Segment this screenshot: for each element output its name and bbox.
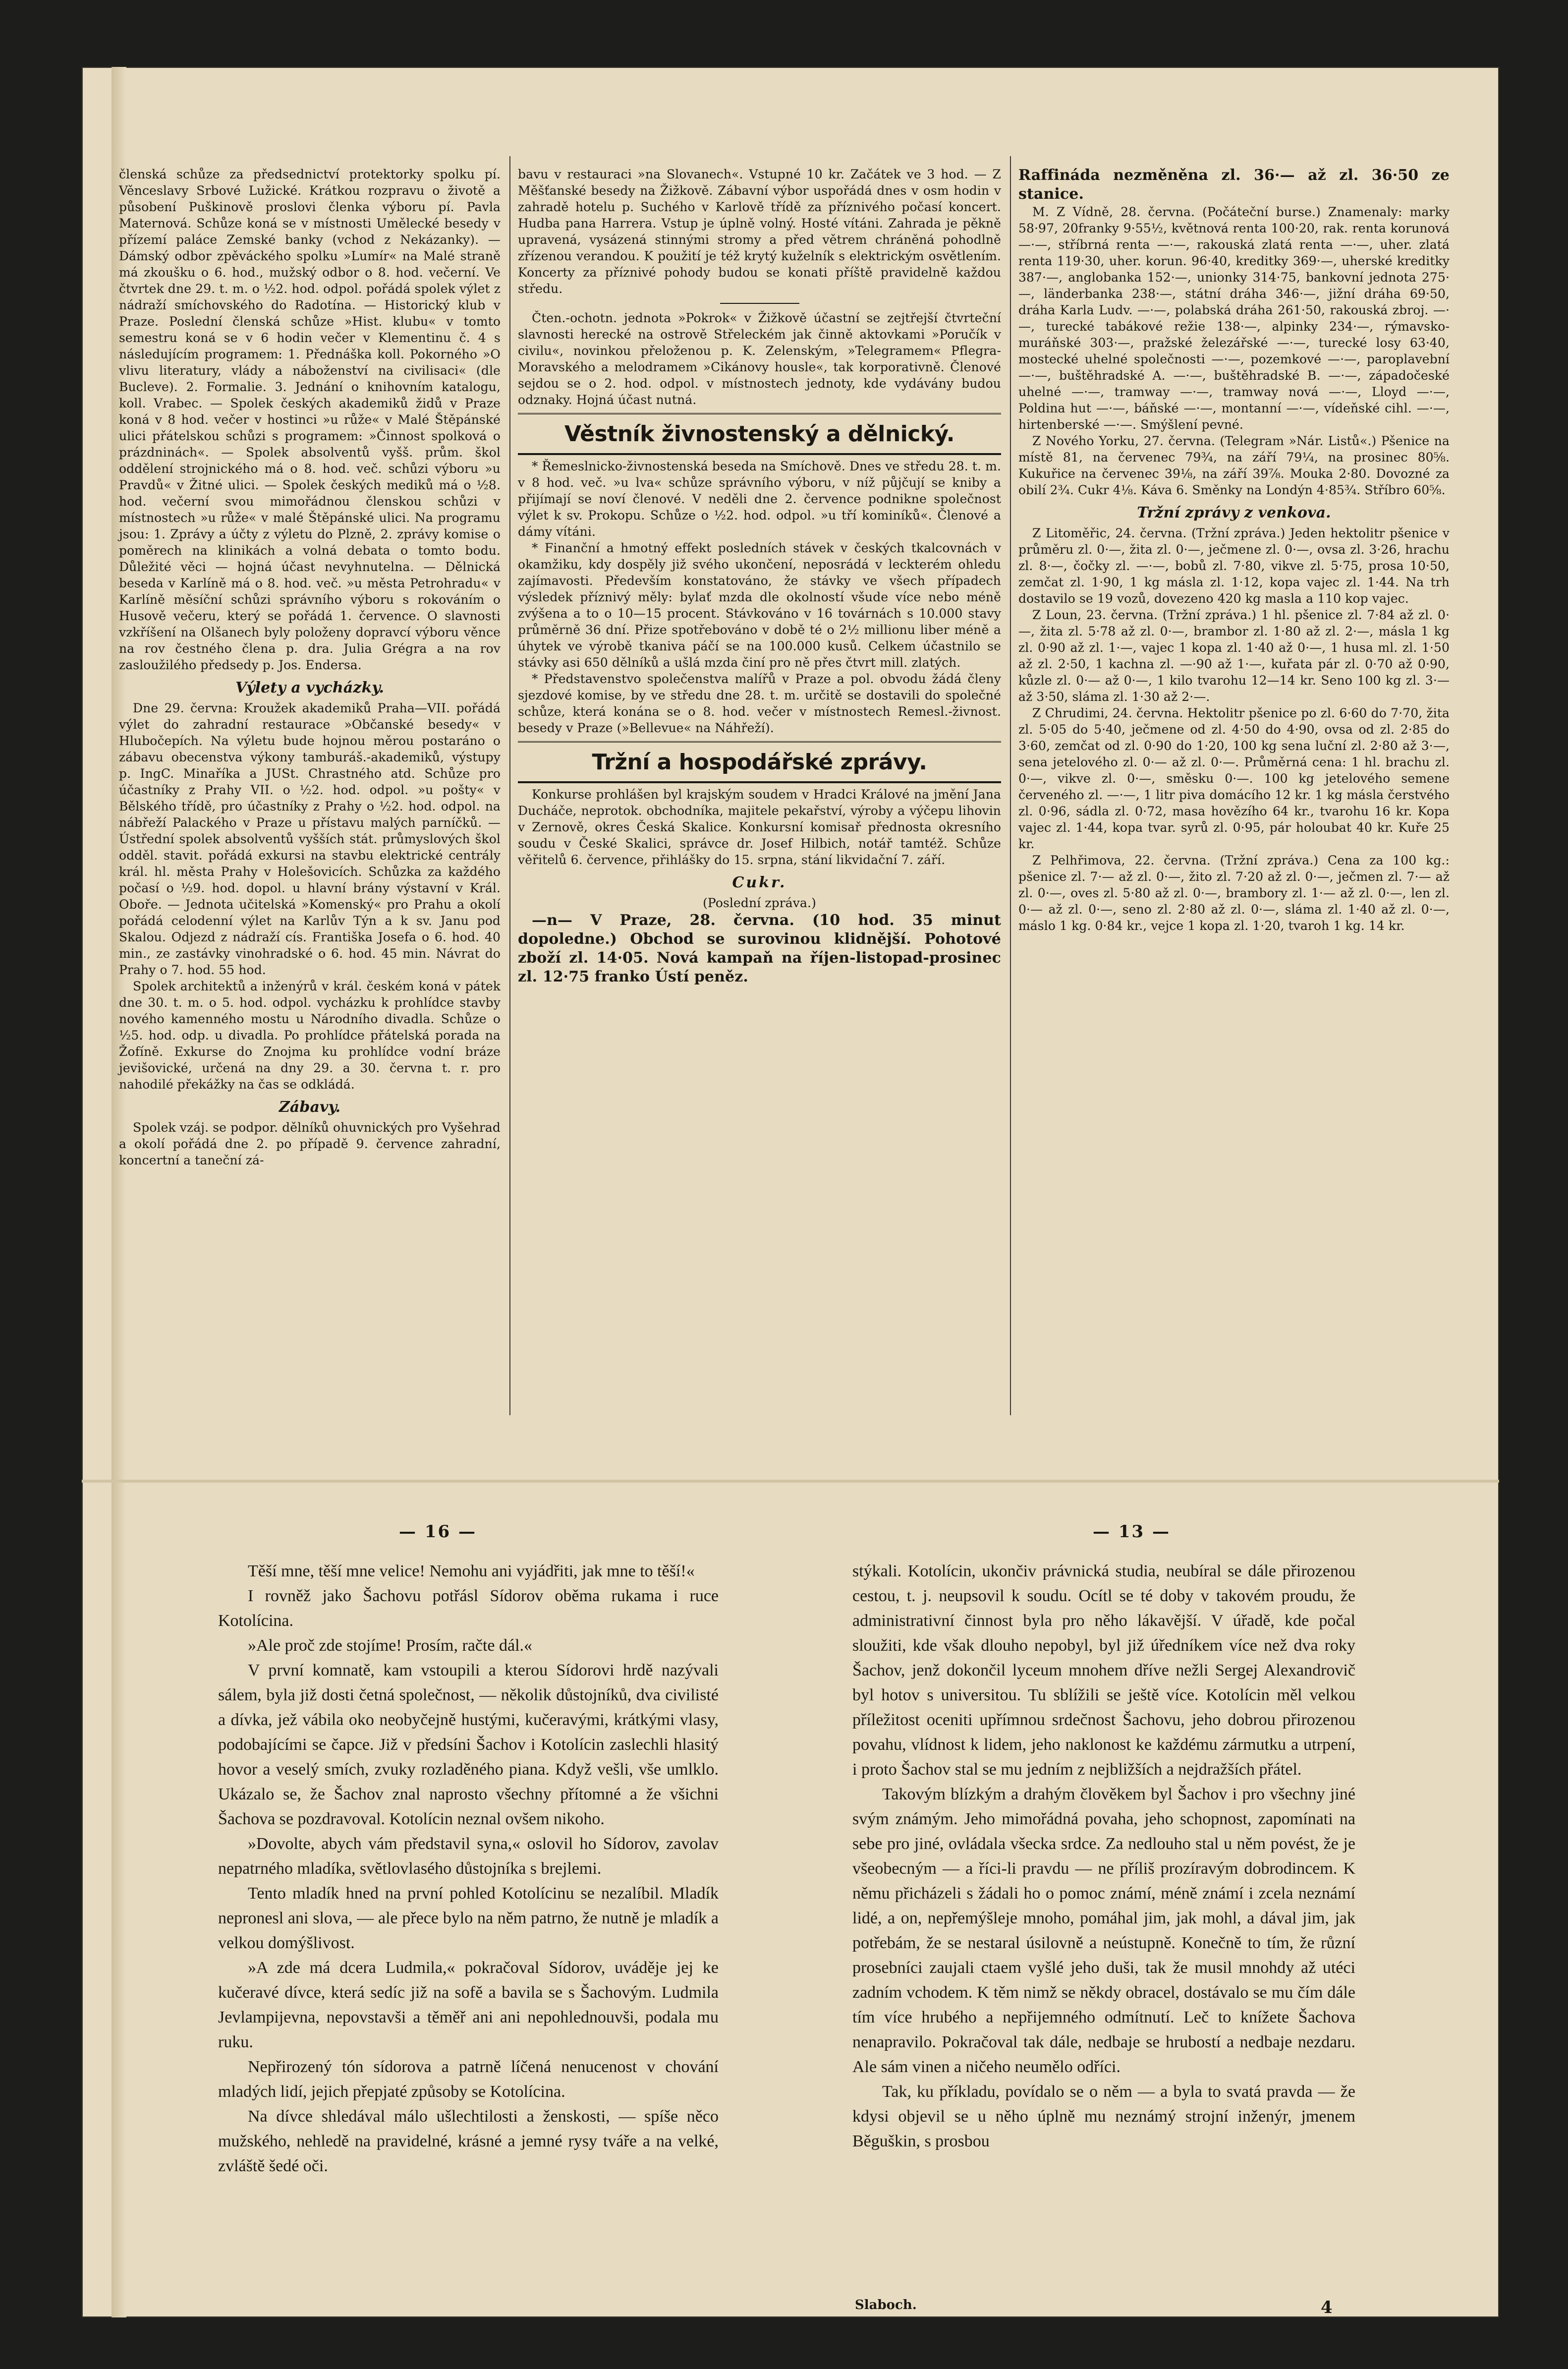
newspaper-sheet [82,67,1499,2317]
vienna-para: M. Z Vídně, 28. června. (Počáteční burse.) Znamenaly: marky 58·97, 20franky 9·55½, květnová renta 100·20, rak. renta korunová —·—, stříbrná renta —·—, rakouská zlatá renta —·—, uher. zlatá renta 119·30, uher. korun. 96·40, kreditky 369·—, uherské kreditky 387·—, anglobanka 152·—, unionky 314·75, bankovní jednota 275·—, länderbanka 238·—, státní dráha 346·—, jižní dráha 69·50, dráha Karla Ludv. —·—, polabská dráha 261·50, rakouská zbroj. —·—, turecké tabákové režie 138·—, alpinky 234·—, rýmavsko-muráňské 303·—, pražské železářské —·—, turecké losy 63·40, mostecké uhelné společnosti —·—, pozemkové —·—, paroplavební —·—, buštěhradské A. —·—, buštěhradské B. —·—, západočeské uhelné —·—, tramway —·—, tramway nová —·—, Lloyd —·—, Poldina hut —·—, báňské —·—, montanní —·—, vídeňské cihl. —·—, hirtenberské —·—. Smýšlení pevné. [1018,205,1450,432]
story-page-right [852,1559,1355,2154]
fun-heading: Zábavy. [279,1098,341,1116]
sugar-para: —n— V Praze, 28. června. (10 hod. 35 minut dopoledne.) Obchod se surovinou klidnější. Pohotové zboží zl. 14·05. Nová kampaň na říjen-listopad-prosinec zl. 12·75 franko Ústí peněz. [518,912,1001,985]
trades-para-3: * Představenstvo společenstva malířů v Praze a pol. obvodu žádá členy sjezdové komise, by ve středu dne 28. t. m. určitě se dostavili do společné schůze, která konána se o 8. hod. večer v místnostech Remesl.-živnost. besedy v Praze (»Bellevue« na Náhřeží). [518,672,1001,735]
column-2 [518,166,1001,986]
trades-para-1: * Řemeslnicko-živnostenská beseda na Smíchově. Dnes ve středu 28. t. m. v 8 hod. več. »u lva« schůze správního výboru, v níž půjčují se kniby a přijímají se noví členové. V neděli dne 2. července podniknе společnost výlet k sv. Prokopu. Schůze o ½2. hod. odpol. »u tří kominíků«. Členové a dámy vítáni. [518,459,1001,539]
separator-rule [720,303,799,304]
country-heading: Tržní zprávy z venkova. [1137,504,1331,521]
country-para-4: Z Pelhřimova, 22. června. (Tržní zpráva.) Cena za 100 kg.: pšenice zl. 7·— až zl. 0·—, žito zl. 7·20 až zl. 0·—, ječmen zl. 7·— až zl. 0·—, oves zl. 5·80 až zl. 0·—, brambory zl. 1·— až zl. 0·—, len zl. 0·— až zl. 0·—, seno zl. 2·80 až zl. 0·—, sláma zl. 1·40 až zl. 0·—, máslo 1 kg. 0·84 kr., vejce 1 kopa zl. 1·20, tvaroh 1 kg. 14 kr. [1018,853,1450,933]
raffinade-para: Raffináda nezměněna zl. 36·— až zl. 36·50 ze stanice. [1018,167,1450,203]
trips-heading: Výlety a vycházky. [235,679,385,696]
market-heading: Tržní a hospodářské zprávy. [518,748,1001,783]
trades-para-2: * Finanční a hmotný effekt posledních stávek v českých tkalcovnách v okamžiku, kdy dospěly již svého ukončení, neposrádá v leckterém ohledu zajímavosti. Především konstatováno, že stávky ve všech případech výsledek příznivý měly: bylať mzda dle okolností všude více nebo méně zvýšena a to o 10—15 procent. Stávkováno v 16 továrnách s 10.000 stavy průměrně 36 dní. Přize spotřebováno v době té o 2½ millionu liber méně a úhytek ve výrobě tkaniva páčí se na 100.000 kusů. Celkem účastnilo se stávky asi 650 dělníků a ušlá mzda činí pro ně přes čtvrt mill. zlatých. [518,541,1001,670]
story-right-para-1: stýkali. Kotolícin, ukončiv právnická studia, neubíral se dále přirozenou cestou, t. j. neupsovil k soudu. Ocítl se té doby v takovém proudu, že administrativní činnost byla pro něho lákavější. V úřadě, kde počal sloužiti, kde však dlouho nepobyl, byl již úředníkem více než dva roky Šachov, jenž dokončil lyceum mnohem dříve nežli Sergej Alexandrovič byl hotov s universitou. Tu sblížili se ještě více. Kotolícin měl velkou příležitost oceniti upřímnou srdečnost Šachovu, jeho dobrou přirozenou povahu, vlídnost k lidem, jeho naklonost ke každému zármutku a utrpení, i proto Šachov stal se mu jedním z nejbližších a nejdražších přátel. [852,1562,1355,1779]
sugar-heading: Cukr. [732,874,787,891]
story-left-para-8: Nepřirozený tón sídorova a patrně líčená nenucenost v chování mladých lidí, jejich přepjaté způsoby se Kotolícina. [218,2058,719,2101]
fun-para: Spolek vzáj. se podpor. dělníků ohuvnických pro Vyšehrad a okolí pořádá dne 2. po případě 9. července zahradní, koncertní a taneční zá- [119,1120,501,1167]
column-rule-2 [1010,156,1011,1415]
story-left-para-4: V první komnatě, kam vstoupili a kterou Sídorovi hrdě nazývali sálem, byla již dosti četná společnost, — několik důstojníků, dva civilisté a dívka, jež vábila oko neobyčejně hustými, kučeravými, krátkými vlasy, podobajícími se čapce. Již v předsíni Šachov i Kotolícin zaslechli hlasitý hovor a veselý smích, zvuky rozladěného piana. Když vešli, vše umlklo. Ukázalo se, že Šachov znal naprosto všechny přítomné a že všichni Šachova se pozdravoval. Kotolícin neznal ovšem nikoho. [218,1661,719,1828]
sugar-subheading: (Poslední zpráva.) [703,896,816,910]
column-rule-1 [509,156,510,1415]
trades-heading: Věstník živnostenský a dělnický. [518,419,1001,455]
sheet-number: 4 [1321,2298,1333,2317]
signature-mark: Slaboch. [855,2298,917,2312]
story-left-para-9: Na dívce shledával málo ušlechtilosti a ženskosti, — spíše něco mužského, nehledě na pravidelné, krásné a jemné rysy tváře a na velké, zvláště šedé oči. [218,2107,719,2175]
country-para-1: Z Litoměřic, 24. června. (Tržní zpráva.) Jeden hektolitr pšenice v průměru zl. 0·—, žita zl. 0·—, ječmene zl. 0·—, ovsa zl. 3·26, hrachu zl. 8·—, čočky zl. —·—, bobů zl. 7·80, vikve zl. 5·75, prosa 10·50, zemčat zl. 1·90, 1 kg másla zl. 1·12, kopa vajec zl. 1·44. Na trh dostavilo se 19 vozů, dovezeno 420 kg masla a 110 kop vajec. [1018,526,1450,606]
column-2-text: bavu v restauraci »na Slovanech«. Vstupné 10 kr. Začátek ve 3 hod. — Z Měšťanské besedy na Žižkově. Zábavní výbor uspořádá dnes v osm hodin v zahradě hotelu p. Suchého v Karlově třídě za příznivého počasí koncert. Hudba pana Harrera. Vstup je úplně volný. Hosté vítáni. Zahrada je pěkně upravená, vysázená stinnými stromy a před větrem chráněná pohodlně zřízenou verandou. K použití je též krytý kuželník s elektrickým osvětlením. Koncerty za příznivé pohody budou se konati příště pravidelně každou středu. [518,167,1001,296]
story-page-left [218,1559,719,2179]
trips-para-2: Spolek architektů a inženýrů v král. českém koná v pátek dne 30. t. m. o 5. hod. odpol. vycházku k prohlídce stavby nového kamenného mostu u Národního divadla. Schůze o ½5. hod. odp. u divadla. Po prohlídce přátelská porada na Žofíně. Exkurse do Znojma ku prohlídce vodní bráze jevišovické, určená na dny 29. a 30. června t. r. pro nahodilé překážky na čas se odkládá. [119,979,501,1092]
story-left-para-1: Těší mne, těší mne velice! Nemohu ani vyjádřiti, jak mne to těší!« [248,1562,695,1580]
story-left-para-5: »Dovolte, abych vám představil syna,« oslovil ho Sídorov, zavolav nepatrného mladíka, světlovlasého důstojníka s brejlemi. [218,1835,719,1878]
club-para: Čten.-ochotn. jednota »Pokrok« v Žižkově účastní se zejtřejší čtvrteční slavnosti herecké na ostrově Střeleckém jak činně aktovkami »Poručík v civilu«, novinkou přeloženou p. K. Zelenským, »Telegramem« Pflegra-Moravského a melodramem »Cikánovy housle«, tak korporativně. Členové sejdou se o 2. hod. odpol. v místnostech jednoty, kde vydávány budou odznaky. Hojná účast nutná. [518,311,1001,407]
story-left-para-7: »A zde má dcera Ludmila,« pokračoval Sídorov, uváděje jej ke kučeravé dívce, která sedíc již na sofě a bavila se s Šachovým. Ludmila Jevlampijevna, nepovstavši a těměř ani ani nepohlednouvši, podala mu ruku. [218,1959,719,2051]
story-left-para-6: Tento mladík hned na první pohled Kotolícinu se nezalíbil. Mladík nepronesl ani slova, — ale přece bylo na něm patrno, že nutně je mladík a velkou domýšlivost. [218,1884,719,1952]
newyork-para: Z Nového Yorku, 27. června. (Telegram »Nár. Listů«.) Pšenice na místě 81, na červenec 79¾, na září 79¼, na prosinec 80⅝. Kukuřice na červenec 39⅛, na září 39⅞. Mouka 2·80. Dovozné za obilí 2¾. Cukr 4⅛. Káva 6. Směnky na Londýn 4·85¾. Stříbro 60⅝. [1018,434,1450,497]
column-1 [119,166,501,1168]
trips-para-1: Dne 29. června: Kroužek akademiků Praha—VII. pořádá výlet do zahradní restaurace »Občanské besedy« v Hlubočepích. Na výletu bude hojnou měrou postaráno o zábavu obecenstva výkony tamburáš.-akademiků, výstupy p. IngC. Minaříka a JUSt. Chrastného atd. Schůze pro účastníky z Prahy VII. o ½2. hod. odpol. »u pošty« v Bělského třídě, pro účastníky z Prahy o ½2. hod. odpol. na nábřeží Palackého v Praze u přístavu malých parníčků. — Ústřední spolek absolventů vyšších stát. průmyslových škol odděl. stavit. pořádá exkursi na stavbu elektrické centrály král. hl. města Prahy v Holešovicích. Schůzka za každého počasí o ½9. hod. dopol. u hlavní brány výstavní v Král. Oboře. — Jednota učitelská »Komenský« pro Prahu a okolí pořádá celodenní výlet na Karlův Týn a k sv. Janu pod Skalou. Odjezd z nádraží cís. Františka Josefa o 6. hod. 40 min., ze zastávky vinohradské o 6. hod. 45 min. Návrat do Prahy o 7. hod. 55 hod. [119,701,501,977]
double-rule [518,413,1001,414]
page-fold [82,1480,1499,1483]
double-rule-2 [518,741,1001,743]
country-para-3: Z Chrudimi, 24. června. Hektolitr pšenice po zl. 6·60 do 7·70, žita zl. 5·05 do 5·40, ječmene od zl. 4·50 do 4·90, ovsa od zl. 2·85 do 3·60, zemčat od zl. 0·90 do 1·20, 100 kg sena luční zl. 2·80 až 3·—, sena jetelového zl. 0·— až zl. 0·—. Průměrná cena: 1 hl. brachu zl. 0·—, vikve zl. 0·—, směsku 0·—. 100 kg jetelového semene červeného zl. —·—, 1 litr piva domácího 12 kr. 1 kg másla čerstvého zl. 0·96, sádla zl. 0·72, masa hovězího 64 kr., tvarohu 16 kr. Kopa vajec zl. 1·44, kopa tvar. syrů zl. 0·95, pár holoubat 40 kr. Kuře 25 kr. [1018,706,1450,851]
story-left-para-2: I rovněž jako Šachovu potřásl Sídorov oběma rukama i ruce Kotolícina. [218,1587,719,1630]
story-right-para-2: Takovým blízkým a drahým člověkem byl Šachov i pro všechny jiné svým známým. Jeho mimořádná povaha, jeho schopnost, zapomínati na sebe pro jiné, ovládala všecka srdce. Za nedlouho stal u něm povést, že je všeobecným — a říci-li pravdu — ne příliš prozíravým dobrodincem. K němu přicházeli s žádali ho o pomoc známí, méně známí i zcela neznámí lidé, a on, nepřemýšleje mnoho, pomáhal jim, jak mohl, a dával jim, jak potřebám, že se nestaral úsilovně a neústupně. Konečně to tím, že různí prosebníci zaujali ctaem vyšlé jeho duši, tak že musil mnohdy až utéci zadním vchodem. K těm nimž se někdy obracel, dostávalo se mu čím dále tím více hrubého a nepřijemného odmítnutí. Leč to knížete Šachova nenapravilo. Pokračoval tak dále, nedbaje se hrubostí a nedbaje nezdaru. Ale sám vinen a ničeho neumělo odříci. [852,1785,1355,2076]
page-number-left: — 16 — [399,1522,477,1542]
column-3 [1018,166,1450,934]
page-number-right: — 13 — [1093,1522,1171,1542]
country-para-2: Z Loun, 23. června. (Tržní zpráva.) 1 hl. pšenice zl. 7·84 až zl. 0·—, žita zl. 5·78 až zl. 0·—, brambor zl. 1·80 až zl. 2·—, másla 1 kg zl. 0·90 až zl. 1·—, vajec 1 kopa zl. 1·40 až 0·—, 1 husa ml. zl. 1·50 až zl. 2·50, 1 kachna zl. —·90 až 1·—, kuřata pár zl. 0·70 až 0·90, kůzle zl. 0·— až 0·—, 1 kilo tvarohu 12—14 kr. Seno 100 kg zl. 3·— až 3·50, sláma zl. 1·30 až 2·—. [1018,608,1450,704]
market-para: Konkurse prohlášen byl krajským soudem v Hradci Králové na jmění Jana Ducháče, neprotok. obchodníka, majitele pekařství, výroby a výčepu lihovin v Zernově, okres Česká Skalice. Konkursní komisař přednosta okresního soudu v České Skalici, správce dr. Josef Hilbich, notář tamtéž. Schůze věřitelů 6. července, přihlášky do 15. srpna, stání likvidační 7. září. [518,787,1001,867]
story-left-para-3: »Ale proč zde stojíme! Prosím, račte dál.« [248,1636,533,1655]
story-right-para-3: Tak, ku příkladu, povídalo se o něm — a byla to svatá pravda — že kdysi objevil se u něho úplně mu neznámý strojní inženýr, jmenem Běguškin, s prosbou [852,2082,1355,2150]
column-1-text: členská schůze za předsednictví protektorky spolku pí. Věnceslavy Srbové Lužické. Krátkou rozpravu o životě a působení Puškinově proslovi členka výboru pí. Pavla Maternová. Schůze koná se v místnosti Umělecké besedy v přízemí paláce Zemské banky (vchod z Nekázanky). — Dámský odbor zpěváckého spolku »Lumír« na Malé straně má zkoušku o 6. hod., mužský odbor o 8. hod. večerní. Ve čtvrtek dne 29. t. m. o ½2. hod. odpol. pořádá spolek výlet z nádraží smíchovského do Radotína. — Historický klub v Praze. Poslední členská schůze »Hist. klubu« v tomto semestru koná se v 6 hodin večer v Klementinu č. 4 s následujícím programem: 1. Přednáška koll. Pokorného »O vlivu literatury, vlády a náboženství na civilisaci« (dle Bucleve). 2. Formalie. 3. Jednání o knihovním katalogu, koll. Vrabec. — Spolek českých akademiků židů v Praze koná v 8 hod. večer v hostinci »u růže« v Malé Štěpánské ulici přátelskou schůzi s programem: »Činnost spolková o prázdninách«. — Spolek absolventů vyšš. prům. škol oddělení strojnického má o 8. hod. več. schůzi výboru »u Pravdů« v Žitné ulici. — Spolek českých mediků má o ½8. hod. večerní svou mimořádnou členskou schůzi v místnostech »u růže« v malé Štěpánské ulici. Na programu jsou: 1. Zprávy a účty z výletu do Plzně, 2. zprávy komise o poměrech na klinikách a volná debata o tomto bodu. Důležité věci — hojná účast nevyhnutelna. — Dělnická beseda v Karlíně má o 8. hod. več. »u města Petrohradu« v Karlíně měsíční schůzi správního výboru s rokováním o Husově večeru, který se pořádá 1. července. O slavnosti vzkříšení na Olšanech byly položeny dopravcí výboru věnce na rov čestného člena p. dra. Julia Grégra a na rov zasloužilého předsedy p. Jos. Endersa. [119,167,501,672]
